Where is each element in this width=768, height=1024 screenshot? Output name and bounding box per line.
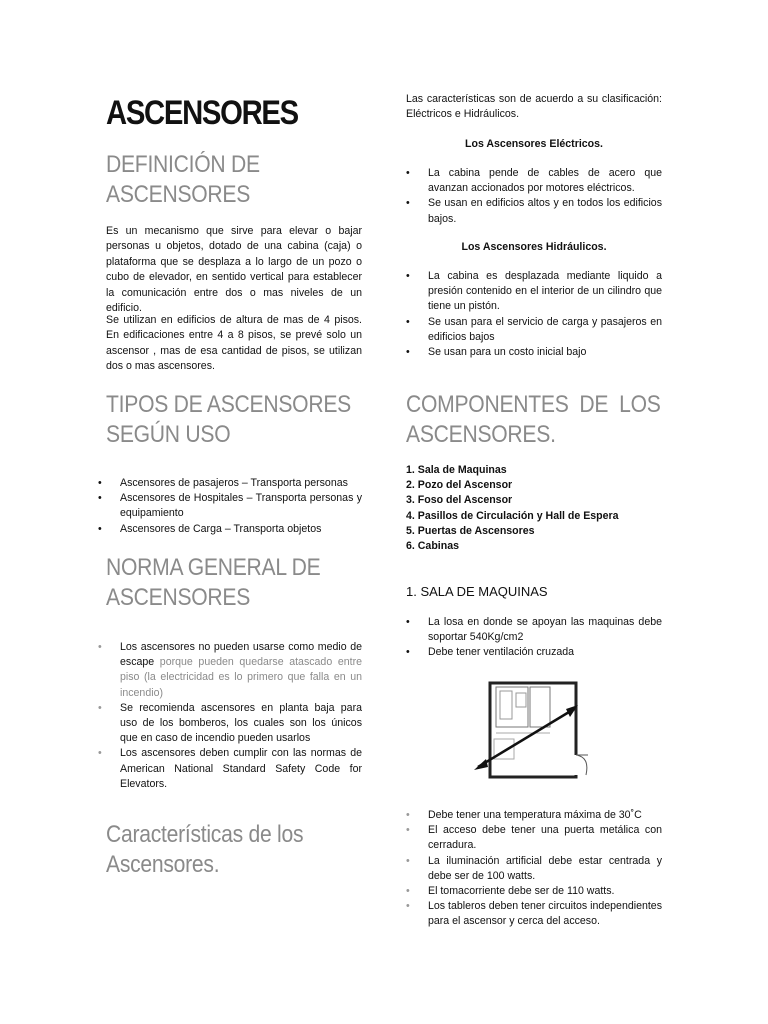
norma-item-2: Se recomienda ascensores en planta baja para uso de los bomberos, los cuales son los únicos que en caso de incendio pueden usarlos xyxy=(120,701,362,745)
hidraulicos-item: La cabina es desplazada mediante liquido a presión contenido en el interior de un cilindro que tiene un pistón. xyxy=(428,270,662,313)
list-item xyxy=(406,315,662,345)
norma-heading-line1: NORMA GENERAL DE xyxy=(106,554,321,581)
list-item xyxy=(98,476,362,491)
definicion-heading-line1: DEFINICIÓN DE xyxy=(106,151,260,178)
definicion-paragraph-1: Es un mecanismo que sirve para elevar o bajar personas u objetos, dotado de una cabina (caja) o plataforma que se desplaza a lo largo de un pozo o cubo de elevador, en sentido vertical para establecer la comunicación entre dos o mas niveles de un edificio. xyxy=(106,225,362,315)
electricos-item: La cabina pende de cables de acero que avanzan accionados por motores eléctricos. xyxy=(428,167,662,195)
list-item xyxy=(406,166,662,196)
sala-list-2 xyxy=(406,808,662,930)
list-item: 5. Puertas de Ascensores xyxy=(406,524,535,537)
definicion-paragraph-2: Se utilizan en edificios de altura de mas de 4 pisos. En edificaciones entre 4 a 8 pisos, se prevé solo un ascensor , mas de esa cantidad de pisos, se utilizan dos o mas ascensores. xyxy=(106,314,362,373)
bullet-icon: • xyxy=(406,346,410,359)
hidraulicos-item: Se usan para un costo inicial bajo xyxy=(428,346,587,359)
bullet-icon: • xyxy=(98,641,102,653)
caracteristicas-heading-line1: Características de los xyxy=(106,821,304,848)
list-item xyxy=(406,808,662,823)
list-item xyxy=(406,823,662,853)
list-item xyxy=(406,196,662,226)
list-item: 4. Pasillos de Circulación y Hall de Espera xyxy=(406,509,619,522)
list-item xyxy=(406,854,662,884)
sala-item: Debe tener ventilación cruzada xyxy=(428,646,575,659)
bullet-icon: • xyxy=(406,616,410,628)
bullet-icon: • xyxy=(98,477,102,489)
sala-item: El acceso debe tener una puerta metálica con cerradura. xyxy=(428,824,662,852)
norma-heading-line2: ASCENSORES xyxy=(106,584,251,611)
bullet-icon: • xyxy=(406,824,410,837)
hidraulicos-title: Los Ascensores Hidráulicos. xyxy=(461,241,607,253)
bullet-icon: • xyxy=(406,167,410,179)
bullet-icon: • xyxy=(98,522,102,535)
list-item: 6. Cabinas xyxy=(406,540,459,553)
bullet-icon: • xyxy=(406,197,410,210)
tipos-item: Ascensores de pasajeros – Transporta personas xyxy=(120,477,348,489)
sala-item: El tomacorriente debe ser de 110 watts. xyxy=(428,885,615,898)
bullet-icon: • xyxy=(406,315,410,328)
page-title: ASCENSORES xyxy=(106,94,298,132)
sala-item: La losa en donde se apoyan las maquinas debe soportar 540Kg/cm2 xyxy=(428,616,662,644)
list-item xyxy=(98,746,362,792)
hidraulicos-item: Se usan para el servicio de carga y pasajeros en edificios bajos xyxy=(428,315,662,343)
hidraulicos-list xyxy=(406,269,662,360)
list-item xyxy=(98,491,362,521)
componentes-heading-line2: ASCENSORES. xyxy=(406,421,556,448)
componentes-heading-line1: COMPONENTES DE LOS xyxy=(406,391,661,418)
bullet-icon: • xyxy=(406,885,410,898)
bullet-icon: • xyxy=(406,854,410,867)
list-item: 3. Foso del Ascensor xyxy=(406,494,513,507)
sala-item: Debe tener una temperatura máxima de 30˚C xyxy=(428,809,642,821)
electricos-title: Los Ascensores Eléctricos. xyxy=(465,138,603,150)
sala-heading: 1. SALA DE MAQUINAS xyxy=(406,584,548,599)
bullet-icon: • xyxy=(406,646,410,659)
caracteristicas-heading-line2: Ascensores. xyxy=(106,851,220,878)
list-item xyxy=(98,522,362,537)
sala-item: Los tableros deben tener circuitos independientes para el ascensor y cerca del acceso. xyxy=(428,900,662,928)
electricos-item: Se usan en edificios altos y en todos los edificios bajos. xyxy=(428,197,662,225)
electricos-list xyxy=(406,166,662,227)
machine-room-diagram xyxy=(466,675,594,785)
norma-list xyxy=(98,640,362,792)
norma-item-1a: Los ascensores no pueden usarse como medio de escape xyxy=(120,641,362,669)
bullet-icon: • xyxy=(406,809,410,821)
norma-item-3: Los ascensores deben cumplir con las normas de American National Standard Safety Code for Elevators. xyxy=(120,747,362,790)
caracteristicas-intro: Las características son de acuerdo a su clasificación: Eléctricos e Hidráulicos. xyxy=(406,93,662,121)
tipos-item: Ascensores de Hospitales – Transporta personas y equipamiento xyxy=(120,492,362,520)
list-item xyxy=(406,345,662,360)
componentes-heading xyxy=(406,390,661,450)
definicion-heading xyxy=(106,150,260,210)
list-item xyxy=(98,701,362,747)
sala-item: La iluminación artificial debe estar centrada y debe ser de 100 watts. xyxy=(428,854,662,882)
norma-heading xyxy=(106,553,320,613)
sala-list xyxy=(406,615,662,661)
list-item: 1. Sala de Maquinas xyxy=(406,464,507,476)
bullet-icon: • xyxy=(98,701,102,714)
list-item xyxy=(406,645,662,660)
list-item: 2. Pozo del Ascensor xyxy=(406,479,513,492)
list-item xyxy=(98,640,362,701)
list-item xyxy=(406,615,662,645)
tipos-heading-line1: TIPOS DE ASCENSORES xyxy=(106,391,351,418)
tipos-item: Ascensores de Carga – Transporta objetos xyxy=(120,522,322,535)
caracteristicas-heading xyxy=(106,820,303,880)
tipos-list xyxy=(98,476,362,537)
componentes-list xyxy=(406,463,662,554)
bullet-icon: • xyxy=(98,492,102,505)
list-item xyxy=(406,884,662,899)
tipos-heading xyxy=(106,390,351,450)
definicion-heading-line2: ASCENSORES xyxy=(106,181,251,208)
tipos-heading-line2: SEGÚN USO xyxy=(106,421,231,448)
list-item xyxy=(406,899,662,929)
bullet-icon: • xyxy=(406,270,410,282)
list-item xyxy=(406,269,662,315)
norma-item-1b: porque pueden quedarse atascado entre piso (la electricidad es lo primero que falla en un incendio) xyxy=(120,656,362,699)
bullet-icon: • xyxy=(406,900,410,913)
bullet-icon: • xyxy=(98,747,102,760)
